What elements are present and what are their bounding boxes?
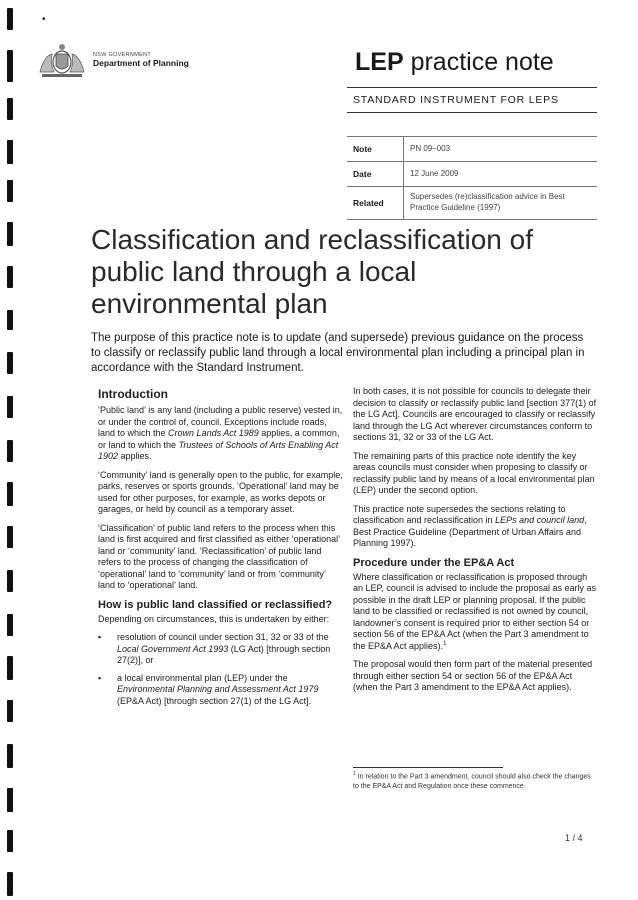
corner-mark: •: [42, 14, 46, 25]
bullet-icon: ▪: [98, 672, 102, 683]
binder-mark: [7, 180, 13, 202]
binder-mark: [7, 700, 13, 722]
footnote-ref[interactable]: 1: [443, 640, 447, 647]
meta-key: Date: [347, 162, 404, 187]
nsw-crest-logo: [36, 42, 88, 82]
binder-mark: [7, 50, 13, 82]
binder-mark: [7, 656, 13, 680]
paragraph-depending: Depending on circumstances, this is undertaken by either:: [98, 613, 330, 624]
document-type: [355, 48, 554, 77]
meta-key: Related: [347, 187, 404, 220]
doc-type-bold: LEP: [355, 48, 404, 76]
right-column: [353, 386, 598, 701]
list-item: ▪ resolution of council under section 31, 32 or 33 of the Local Government Act 1993 (LG Act) [through section 27(2)], or: [98, 632, 331, 665]
binder-mark: [7, 570, 13, 592]
footnote-rule: [353, 767, 503, 768]
binder-mark: [7, 8, 13, 30]
binder-mark: [7, 98, 13, 120]
doc-type-rest: practice note: [403, 48, 554, 76]
binder-mark: [7, 872, 13, 896]
binder-mark: [7, 396, 13, 418]
page-number: 1 / 4: [565, 833, 583, 843]
binder-mark: [7, 744, 13, 768]
meta-row-related: [347, 187, 597, 220]
paragraph-classification: ‘Classification’ of public land refers to the process when this land is first acquired and first classified as either ‘operational’ land or ‘community’ land. ‘Reclassification’ of public land refers to the process of changing the classification of ‘operational’ land to ‘community’ land or from ‘community’ land to ‘operational’ land.: [98, 522, 340, 590]
paragraph-public-land: ‘Public land’ is any land (including a public reserve) vested in, or under the control of, council. Exceptions include roads, land to which the Crown Lands Act 1989 applies, a common, or land to which the Trustees of Schools of Arts Enabling Act 1902 applies.: [98, 405, 343, 461]
paragraph-where-classification: Where classification or reclassification is proposed through an LEP, council is advised to include the proposal as early as possible in the draft LEP or planning proposal. If the public land to be classified or reclassified is not owned by council, landowner’s consent is required prior to either section 54 or section 56 of the EP&A Act (when the Part 3 amendment to the EP&A Act applies).$^1$: [353, 571, 596, 651]
binder-mark: [7, 788, 13, 812]
binder-mark: [7, 830, 13, 852]
binder-mark: [7, 222, 13, 246]
binder-mark: [7, 266, 13, 288]
meta-key: Note: [347, 137, 404, 162]
paragraph-proposal: The proposal would then form part of the material presented through either section 54 or section 56 of the EP&A Act (when the Part 3 amendment to the EP&A Act applies).: [353, 659, 593, 692]
paragraph-both-cases: In both cases, it is not possible for councils to delegate their decision to classify or reclassify public land [section 377(1) of the LG Act]. Councils are encouraged to classify or reclassify land through the LG Act wherever circumstances conform to sections 31, 32 or 33 of the LG Act.: [353, 386, 597, 442]
agency-department: Department of Planning: [93, 58, 189, 69]
binder-mark: [7, 526, 13, 548]
meta-row-note: [347, 137, 597, 162]
footnote-text: In relation to the Part 3 amendment, council should also check the changes to the EP&A Act and Regulation once these commence.: [353, 773, 591, 790]
binder-mark: [7, 140, 13, 164]
section-heading-how-classified: How is public land classified or reclassified?: [98, 598, 333, 611]
agency-government: NSW GOVERNMENT: [93, 52, 151, 58]
meta-value: 12 June 2009: [404, 162, 598, 187]
binder-mark: [7, 614, 13, 636]
meta-table: [347, 136, 597, 220]
meta-value: Supersedes (re)classification advice in Best Practice Guideline (1997): [404, 187, 598, 220]
section-heading-introduction: Introduction: [98, 387, 168, 401]
paragraph-supersedes: This practice note supersedes the sections relating to classification and reclassification in LEPs and council land, Best Practice Guideline (Department of Urban Affairs and Planning 1997).: [353, 503, 587, 548]
lead-paragraph: The purpose of this practice note is to update (and supersede) previous guidance on the process to classify or reclassify public land through a local environmental plan including a principal plan in accordance with the Standard Instrument.: [91, 332, 585, 374]
binder-mark: [7, 440, 13, 462]
page-title: Classification and reclassification of public land through a local environmental plan: [91, 224, 533, 319]
paragraph-remaining-parts: The remaining parts of this practice note identify the key areas councils must consider when proposing to classify or reclassify public land by means of a local environmental plan (LEP) under the second option.: [353, 450, 595, 495]
binder-mark: [7, 352, 13, 374]
document-subtitle: STANDARD INSTRUMENT FOR LEPS: [353, 94, 559, 106]
footnote-number: 1: [353, 771, 356, 777]
binder-mark: [7, 482, 13, 506]
list-item: ▪ a local environmental plan (LEP) under the Environmental Planning and Assessment Act 1979 (EP&A Act) [through section 27(1) of the LG Act].: [98, 672, 319, 706]
footnote: [353, 770, 598, 791]
bullet-icon: ▪: [98, 632, 102, 642]
header-rule-bottom: [347, 112, 597, 113]
meta-value: PN 09–003: [404, 137, 598, 162]
method-list: [98, 632, 343, 707]
meta-row-date: [347, 162, 597, 187]
section-heading-procedure: Procedure under the EP&A Act: [353, 556, 515, 569]
header-rule-top: [347, 87, 597, 88]
binder-mark: [7, 310, 13, 330]
paragraph-community-land: ‘Community’ land is generally open to the public, for example, parks, reserves or sports grounds. ‘Operational’ land may be used for other purposes, for example, as works depots or garages, or held by council as a temporary asset.: [98, 469, 343, 514]
agency-name: [93, 52, 189, 68]
left-column: [98, 387, 343, 713]
